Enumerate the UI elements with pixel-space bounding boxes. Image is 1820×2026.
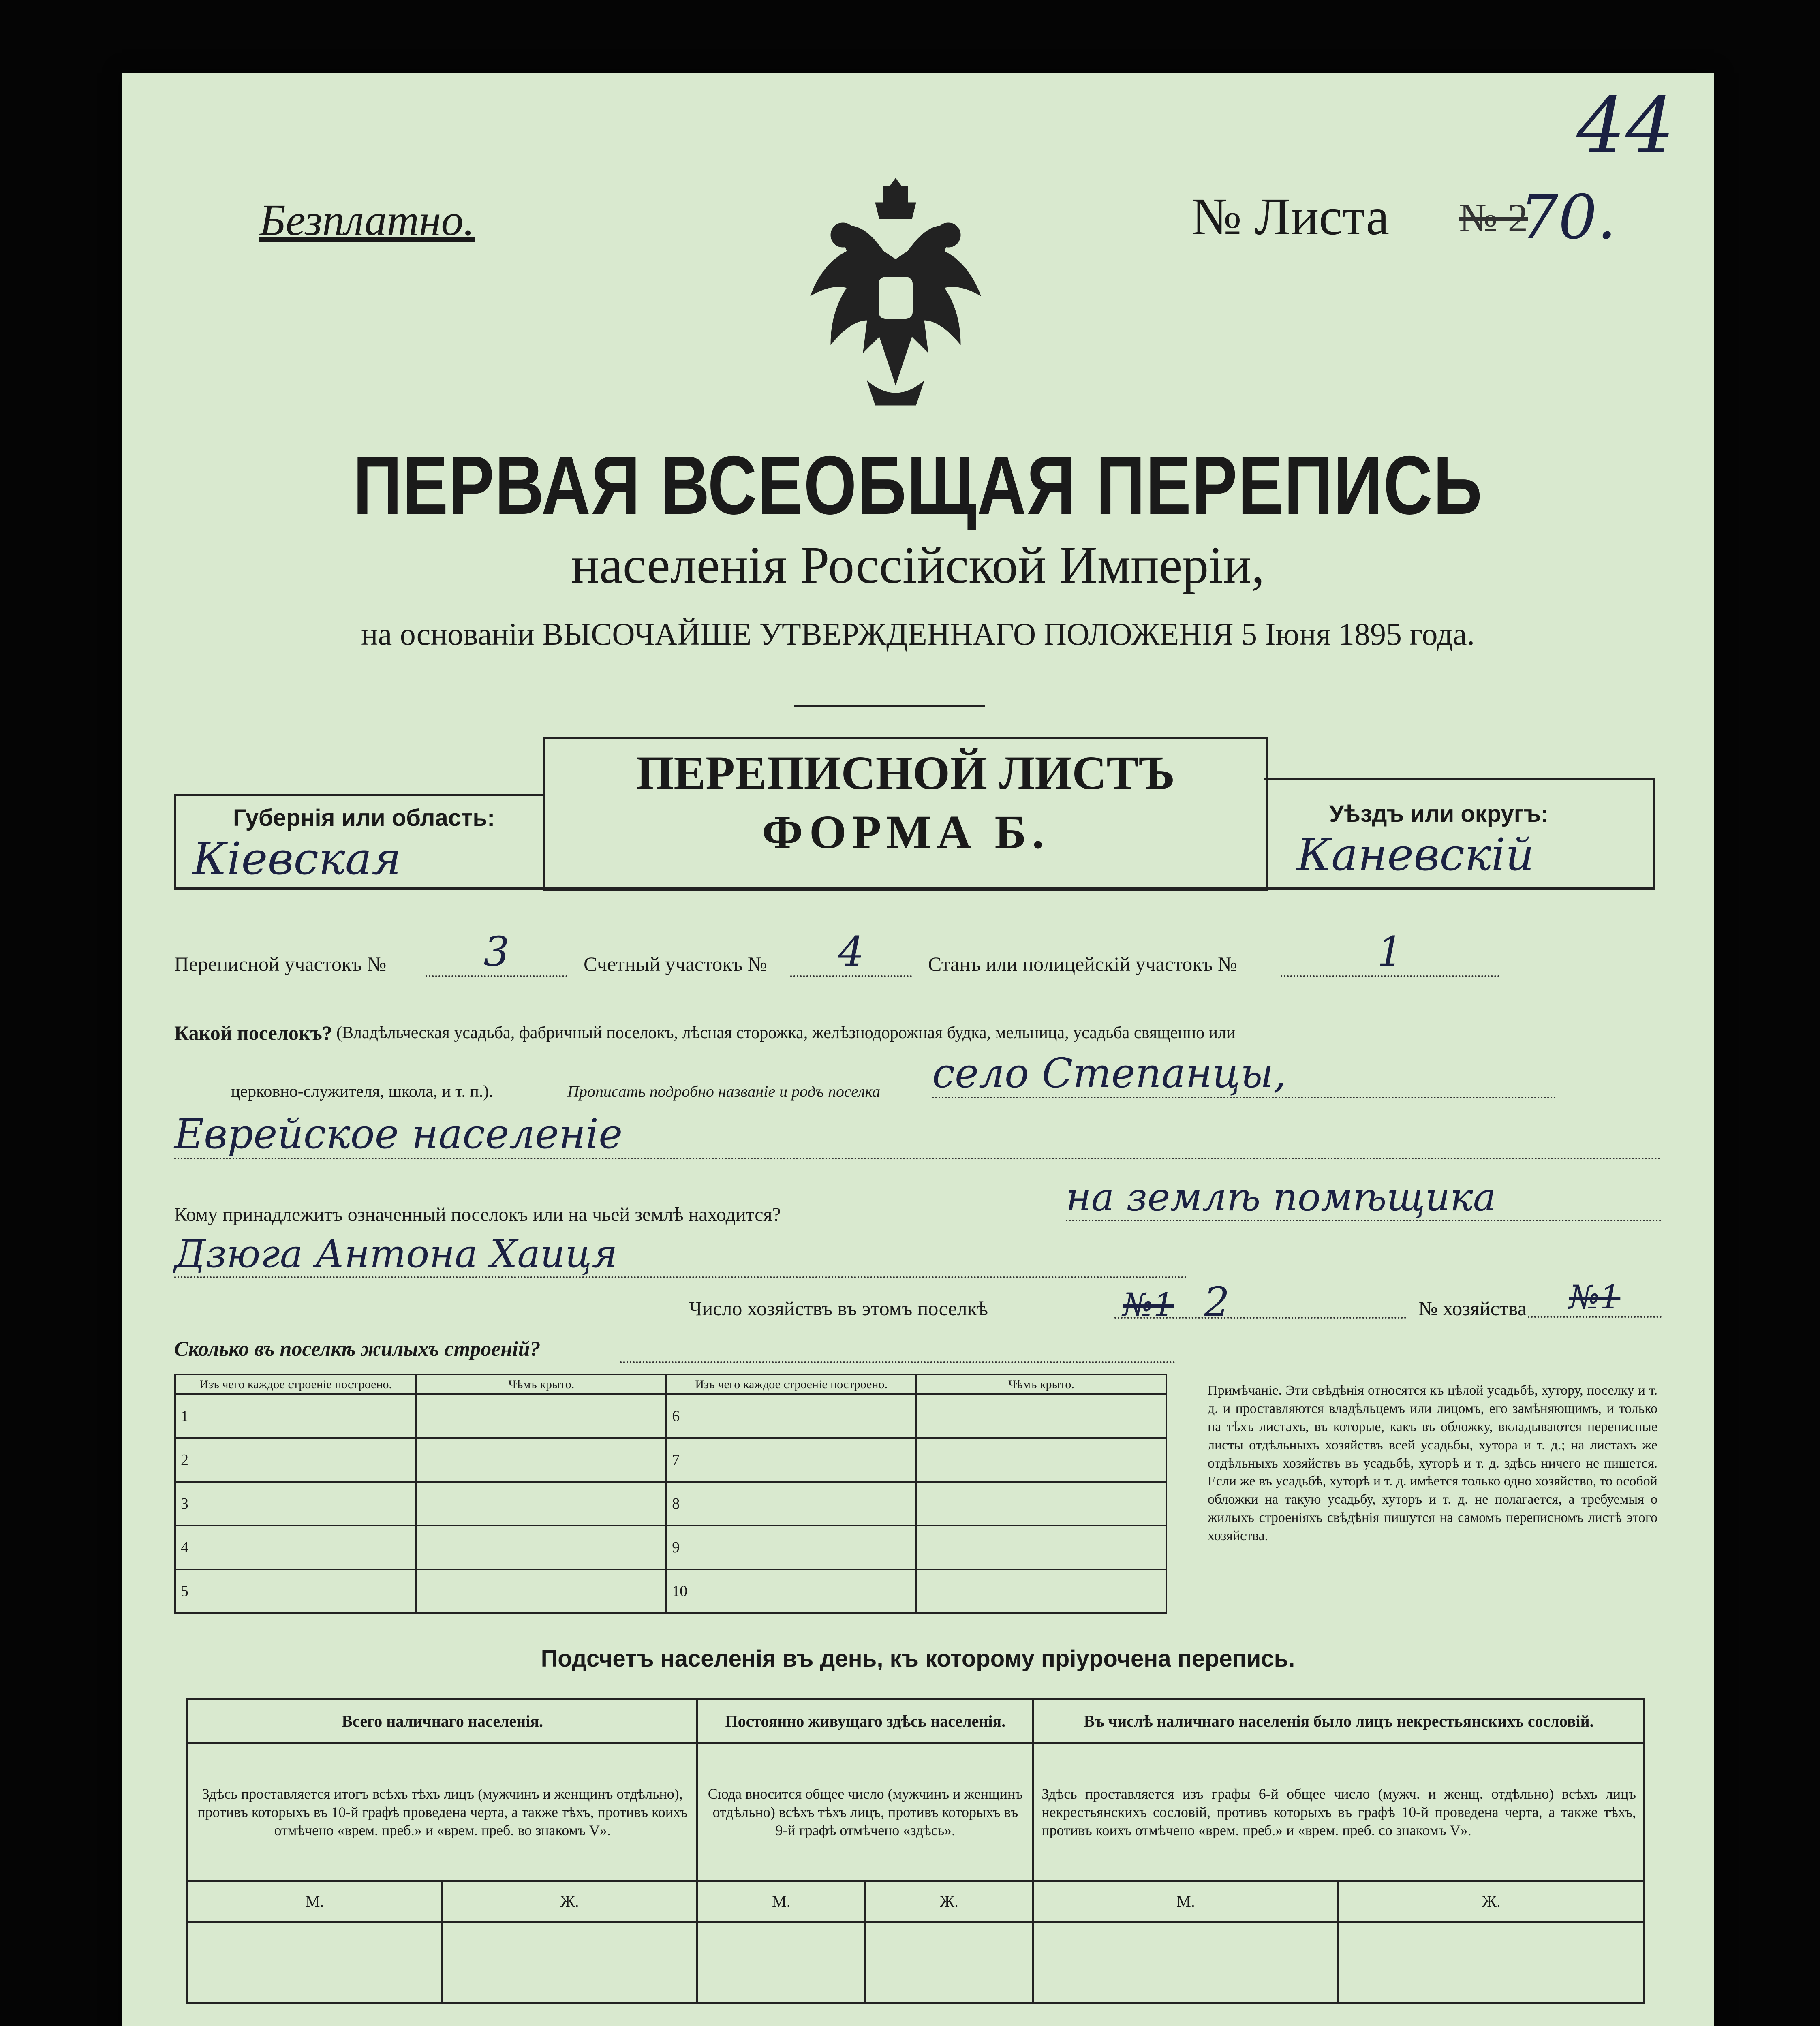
female-count-cell: [1338, 1922, 1644, 2003]
col-material: Изъ чего каждое строеніе построено.: [666, 1374, 916, 1394]
household-number-label: № хозяйства: [1418, 1297, 1527, 1320]
settlement-hint-2: церковно-служителя, школа, и т. п.).: [231, 1082, 493, 1101]
female-header: Ж.: [442, 1881, 697, 1922]
col-nonpeasant-text: Здѣсь проставляется изъ графы 6-й общее число (мужч. и женщ. отдѣльно) всѣхъ лицъ некрестьянскихъ сословій, противъ которыхъ въ графѣ 10-й проведена черта, а также тѣхъ, противъ коихъ отмѣчено «врем. преб.» и «врем. преб. со знакомъ V».: [1033, 1744, 1645, 1881]
female-count-cell: [442, 1922, 697, 2003]
uezd-box: [1264, 778, 1655, 889]
guberniya-box: [174, 794, 545, 889]
guberniya-label: Губернія или область:: [233, 805, 495, 831]
settlement-hint-3: Прописать подробно названіе и родъ поселка: [567, 1082, 881, 1101]
row-number: 7: [666, 1438, 916, 1482]
female-header: Ж.: [1338, 1881, 1644, 1922]
form-title: ПЕРЕПИСНОЙ ЛИСТЪ: [636, 746, 1175, 799]
row-number: 6: [666, 1394, 916, 1438]
row-number: 9: [666, 1526, 916, 1569]
sheet-number-label: № Листа: [1191, 188, 1390, 246]
row-number: 3: [175, 1482, 416, 1526]
divider: [794, 705, 985, 707]
row-number: 8: [666, 1482, 916, 1526]
col-material: Изъ чего каждое строеніе построено.: [175, 1374, 416, 1394]
sheet-number-value: 70.: [1520, 182, 1617, 253]
census-form-page: [122, 73, 1714, 2026]
owner-question: Кому принадлежитъ означенный поселокъ или на чьей землѣ находится?: [174, 1204, 781, 1225]
uezd-value: Каневскій: [1297, 829, 1534, 880]
sheet-number-struck: № 2: [1459, 195, 1528, 240]
census-district-label: Переписной участокъ №: [174, 953, 387, 975]
male-count-cell: [188, 1922, 442, 2003]
buildings-note: Примѣчаніе. Эти свѣдѣнія относятся къ цѣлой усадьбѣ, хутору, поселку и т. д. и проставляются владѣльцемъ или лицомъ, его замѣняющимъ, и только на тѣхъ листахъ, въ которые, какъ въ обложку, вкладываются переписные листы отдѣльныхъ хозяйствъ всей усадьбы, хутора и т. д.; на листахъ же отдѣльныхъ хозяйствъ въ усадьбѣ, хуторѣ и т. д. здѣсь ничего не пишется. Если же въ усадьбѣ, хуторѣ и т. д. имѣется только одно хозяйство, то особой обложки на такую усадьбу, хуторъ и т. д. не полагается, а требуемыя о жилыхъ строеніяхъ свѣдѣнія пишутся на самомъ переписномъ листѣ этого хозяйства.: [1208, 1383, 1657, 1543]
male-count-cell: [697, 1922, 865, 2003]
buildings-question: Сколько въ поселкѣ жилыхъ строеній?: [174, 1338, 541, 1361]
households-label: Число хозяйствъ въ этомъ поселкѣ: [689, 1297, 988, 1320]
households-value: 2: [1204, 1278, 1230, 1326]
households-struck: №1: [1123, 1286, 1174, 1324]
free-label: Безплатно.: [259, 195, 475, 245]
buildings-table: [174, 1374, 1167, 1614]
row-number: 5: [175, 1569, 416, 1613]
census-district-value: 3: [426, 928, 567, 977]
row-number: 2: [175, 1438, 416, 1482]
population-summary-table: [186, 1698, 1645, 2004]
col-permanent-title: Постоянно живущаго здѣсь населенія.: [697, 1699, 1033, 1744]
counting-district-label: Счетный участокъ №: [584, 953, 767, 975]
households-field: [1114, 1278, 1406, 1326]
page-number: 44: [1576, 81, 1675, 171]
col-roof: Чѣмъ крыто.: [916, 1374, 1166, 1394]
settlement-hint: (Владѣльческая усадьба, фабричный поселокъ, лѣсная сторожка, желѣзнодорожная будка, мельница, усадьба священно или: [336, 1024, 1236, 1042]
settlement-value: село Степанцы,: [932, 1049, 1556, 1098]
female-count-cell: [865, 1922, 1033, 2003]
uezd-label: Уѣздъ или округъ:: [1329, 801, 1549, 827]
row-number: 10: [666, 1569, 916, 1613]
owner-value-2: Дзюга Антона Хаиця: [174, 1232, 1187, 1278]
male-header: М.: [188, 1881, 442, 1922]
buildings-field: [620, 1337, 1175, 1363]
census-subtitle: населенія Россійской Имперіи,: [571, 536, 1265, 594]
census-title: ПЕРВАЯ ВСЕОБЩАЯ ПЕРЕПИСЬ: [353, 439, 1483, 532]
coat-of-arms-icon: [770, 170, 1021, 434]
settlement-value-2: Еврейское населеніе: [174, 1110, 1662, 1159]
male-header: М.: [1033, 1881, 1339, 1922]
legal-basis: на основаніи ВЫСОЧАЙШЕ УТВЕРЖДЕННАГО ПОЛОЖЕНІЯ 5 Іюня 1895 года.: [361, 616, 1475, 652]
form-name: ФОРМА Б.: [761, 806, 1050, 859]
settlement-question: Какой поселокъ?: [174, 1022, 332, 1044]
stan-label: Станъ или полицейскій участокъ №: [928, 953, 1237, 975]
form-title-box: [543, 737, 1268, 891]
row-number: 1: [175, 1394, 416, 1438]
female-header: Ж.: [865, 1881, 1033, 1922]
col-roof: Чѣмъ крыто.: [416, 1374, 666, 1394]
counting-district-value: 4: [790, 928, 912, 977]
col-total-text: Здѣсь проставляется итогъ всѣхъ тѣхъ лицъ (мужчинъ и женщинъ отдѣльно), противъ которыхъ въ 10-й графѣ проведена черта, а также тѣхъ, противъ коихъ отмѣчено «врем. преб.» и «врем. преб. во знакомъ V».: [188, 1744, 697, 1881]
divider: [174, 887, 1655, 890]
stan-value: 1: [1281, 928, 1499, 977]
summary-heading: Подсчетъ населенія въ день, къ которому пріурочена перепись.: [541, 1646, 1295, 1672]
row-number: 4: [175, 1526, 416, 1569]
owner-value: на землѣ помѣщика: [1066, 1175, 1662, 1221]
col-permanent-text: Сюда вносится общее число (мужчинъ и женщинъ отдѣльно) всѣхъ тѣхъ лицъ, противъ которыхъ въ 9-й графѣ отмѣчено «здѣсь».: [697, 1744, 1033, 1881]
col-total-title: Всего наличнаго населенія.: [188, 1699, 697, 1744]
col-nonpeasant-title: Въ числѣ наличнаго населенія было лицъ некрестьянскихъ сословій.: [1033, 1699, 1645, 1744]
male-count-cell: [1033, 1922, 1339, 2003]
male-header: М.: [697, 1881, 865, 1922]
guberniya-value: Кіевская: [192, 833, 402, 885]
household-number-value: №1: [1528, 1278, 1662, 1318]
